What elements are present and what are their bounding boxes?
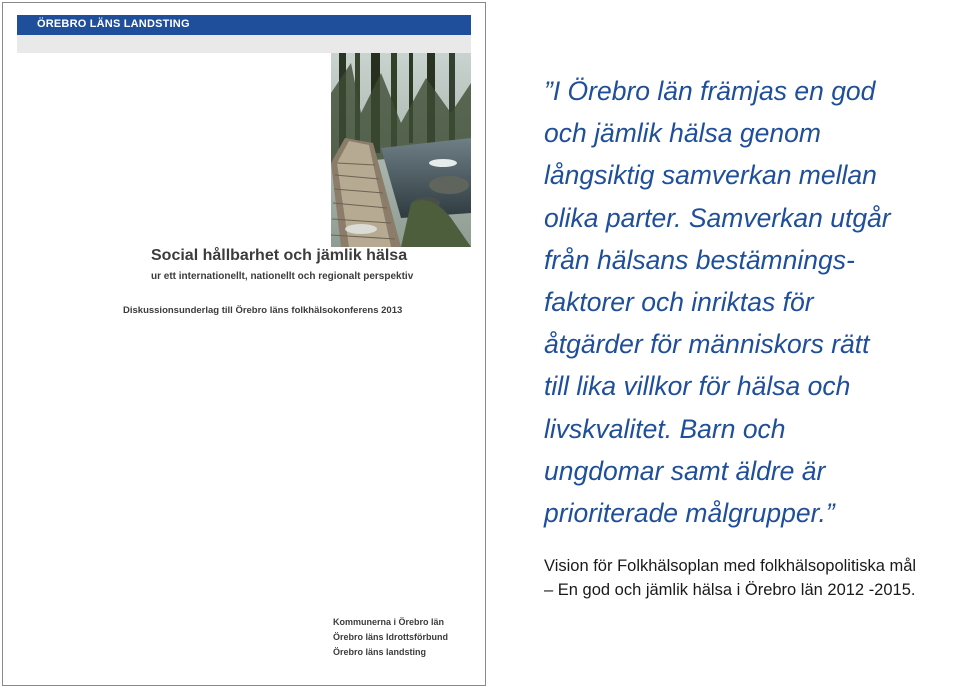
cover-stripe — [17, 35, 471, 53]
quote-line: livskvalitet. Barn och — [544, 413, 786, 444]
quote-line: långsiktig samverkan mellan — [544, 160, 877, 191]
quote-line: prioriterade målgrupper.” — [544, 498, 835, 529]
publisher-item: Örebro läns landsting — [333, 647, 427, 657]
quote-line: från hälsans bestämnings- — [544, 244, 855, 275]
quote-line: till lika villkor för hälsa och — [544, 371, 851, 402]
quote-line: ungdomar samt äldre är — [544, 455, 826, 486]
cover-subtitle: ur ett internationellt, nationellt och regionalt perspektiv — [151, 271, 414, 282]
quote-line: olika parter. Samverkan utgår — [544, 202, 891, 233]
caption-line-1: Vision för Folkhälsoplan med folkhälsopolitiska mål — [544, 557, 917, 575]
boardwalk-forest-image — [331, 53, 471, 247]
source-caption — [544, 554, 960, 602]
vision-quote — [544, 70, 944, 534]
report-cover — [2, 2, 486, 686]
cover-title: Social hållbarhet och jämlik hälsa — [151, 247, 408, 264]
cover-header-text: ÖREBRO LÄNS LANDSTING — [37, 18, 190, 30]
caption-line-2: – En god och jämlik hälsa i Örebro län 2012 -2015. — [544, 581, 916, 599]
quote-line: ”I Örebro län främjas en god — [544, 76, 876, 106]
quote-line: och jämlik hälsa genom — [544, 118, 821, 149]
cover-photo — [331, 53, 471, 247]
cover-header-bar — [17, 15, 471, 35]
publisher-item: Örebro läns Idrottsförbund — [333, 632, 449, 642]
quote-line: faktorer och inriktas för — [544, 287, 814, 318]
quote-line: åtgärder för människors rätt — [544, 329, 870, 360]
publisher-item: Kommunerna i Örebro län — [333, 617, 445, 627]
cover-discussion-text: Diskussionsunderlag till Örebro läns folkhälsokonferens 2013 — [123, 305, 403, 316]
publisher-list — [333, 615, 448, 660]
